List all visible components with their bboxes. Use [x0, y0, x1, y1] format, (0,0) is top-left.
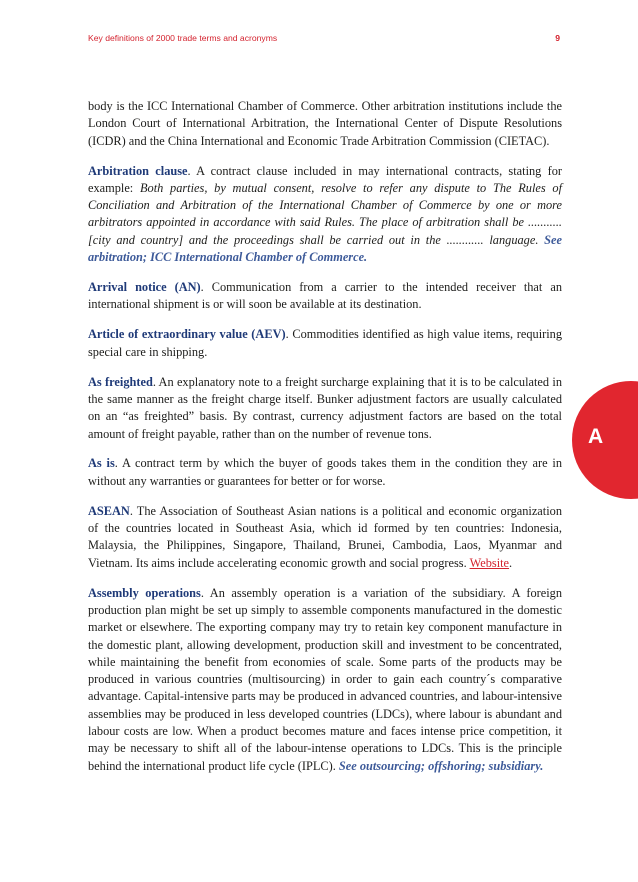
entry-term: Arrival notice (AN) [88, 280, 201, 295]
entry-arbitration-clause [88, 163, 562, 267]
see-also-link[interactable]: See arbitration; ICC International Chamber of Commerce. [88, 232, 562, 265]
entry-text: . Communication from a carrier to the intended receiver that an international shipment is or will soon be available at its destination. [88, 280, 562, 312]
entry-text: . An assembly operation is a variation of the subsidiary. A foreign production plan might be set up simply to assemble components manufactured in the domestic market or elsewhere. The exporting company may try to retain key component manufacture in the domestic plant, allowing development, production skill and investment to be concentrated, while maintaining the benefit from economies of scale. Some parts of the products may be produced in various countries (multisourcing) in order to gain each country´s comparative advantage. Capital-intensive parts may be produced in advanced countries, and labour-intensive assemblies may be produced in less developed countries (LDCs), where labour is abundant and labour costs are low. When a product becomes mature and faces intense price competition, it may be necessary to shift all of the labour-intense operations to LDCs. This is the principle behind the international product life cycle (IPLC). [88, 585, 562, 773]
entry-text: . An explanatory note to a freight surcharge explaining that it is to be calculated in the same manner as the freight charge itself. Bunker adjustment factors are usually calculated on an “as freighted” basis. By contrast, currency adjustment factors are based on the total amount of freight payable, rather than on the number of revenue tons. [88, 374, 562, 441]
entry-term: ASEAN [88, 503, 130, 518]
running-title: Key definitions of 2000 trade terms and acronyms [88, 33, 278, 43]
website-link[interactable]: Website [469, 555, 510, 570]
entry-as-freighted [88, 374, 562, 443]
entry-term: As freighted [88, 374, 153, 389]
running-header [88, 33, 566, 43]
entry-quote: Both parties, by mutual consent, resolve to refer any dispute to The Rules of Conciliation and Arbitration of the International Chamber of Commerce by one or more arbitrators appointed in accordance with said Rules. The place of arbitration shall be ........... [city and country] and the proceedings shall be carried out in the ............ language. [88, 180, 562, 247]
entry-term: Assembly operations [88, 585, 201, 600]
letter-index-label: A [588, 425, 604, 448]
entry-as-is [88, 455, 562, 490]
entry-tail: . [509, 555, 513, 570]
entry-text: . The Association of Southeast Asian nations is a political and economic organization of the countries located in Southeast Asia, which id formed by ten countries: Indonesia, Malaysia, the Philippines, Singapore, Thailand, Brunei, Cambodia, Laos, Myanmar and Vietnam. Its aims include accelerating economic growth and social progress. [88, 503, 562, 570]
entry-text: . A contract clause included in may international contracts, stating for example: [88, 163, 562, 195]
entry-term: As is [88, 456, 115, 471]
entry-arrival-notice [88, 279, 562, 314]
entry-text: body is the ICC International Chamber of Commerce. Other arbitration institutions include the London Court of International Arbitration, the International Center of Dispute Resolutions (ICDR) and the China International and Economic Trade Arbitration Commission (CIETAC). [88, 99, 562, 148]
entry-asean [88, 503, 562, 572]
entry-text: . A contract term by which the buyer of goods takes them in the condition they are in without any warranties or guarantees for better or for worse. [88, 456, 562, 488]
entry-term: Article of extraordinary value (AEV) [88, 327, 286, 342]
entry-term: Arbitration clause [88, 163, 188, 178]
letter-index-tab[interactable] [572, 381, 638, 499]
glossary-content [88, 98, 562, 788]
entry-continued [88, 98, 562, 150]
entry-text: . Commodities identified as high value items, requiring special care in shipping. [88, 327, 563, 359]
see-also-link[interactable]: See outsourcing; offshoring; subsidiary. [335, 758, 544, 773]
entry-assembly-operations [88, 585, 562, 775]
page-number: 9 [555, 33, 560, 43]
entry-article-extraordinary-value [88, 326, 562, 361]
